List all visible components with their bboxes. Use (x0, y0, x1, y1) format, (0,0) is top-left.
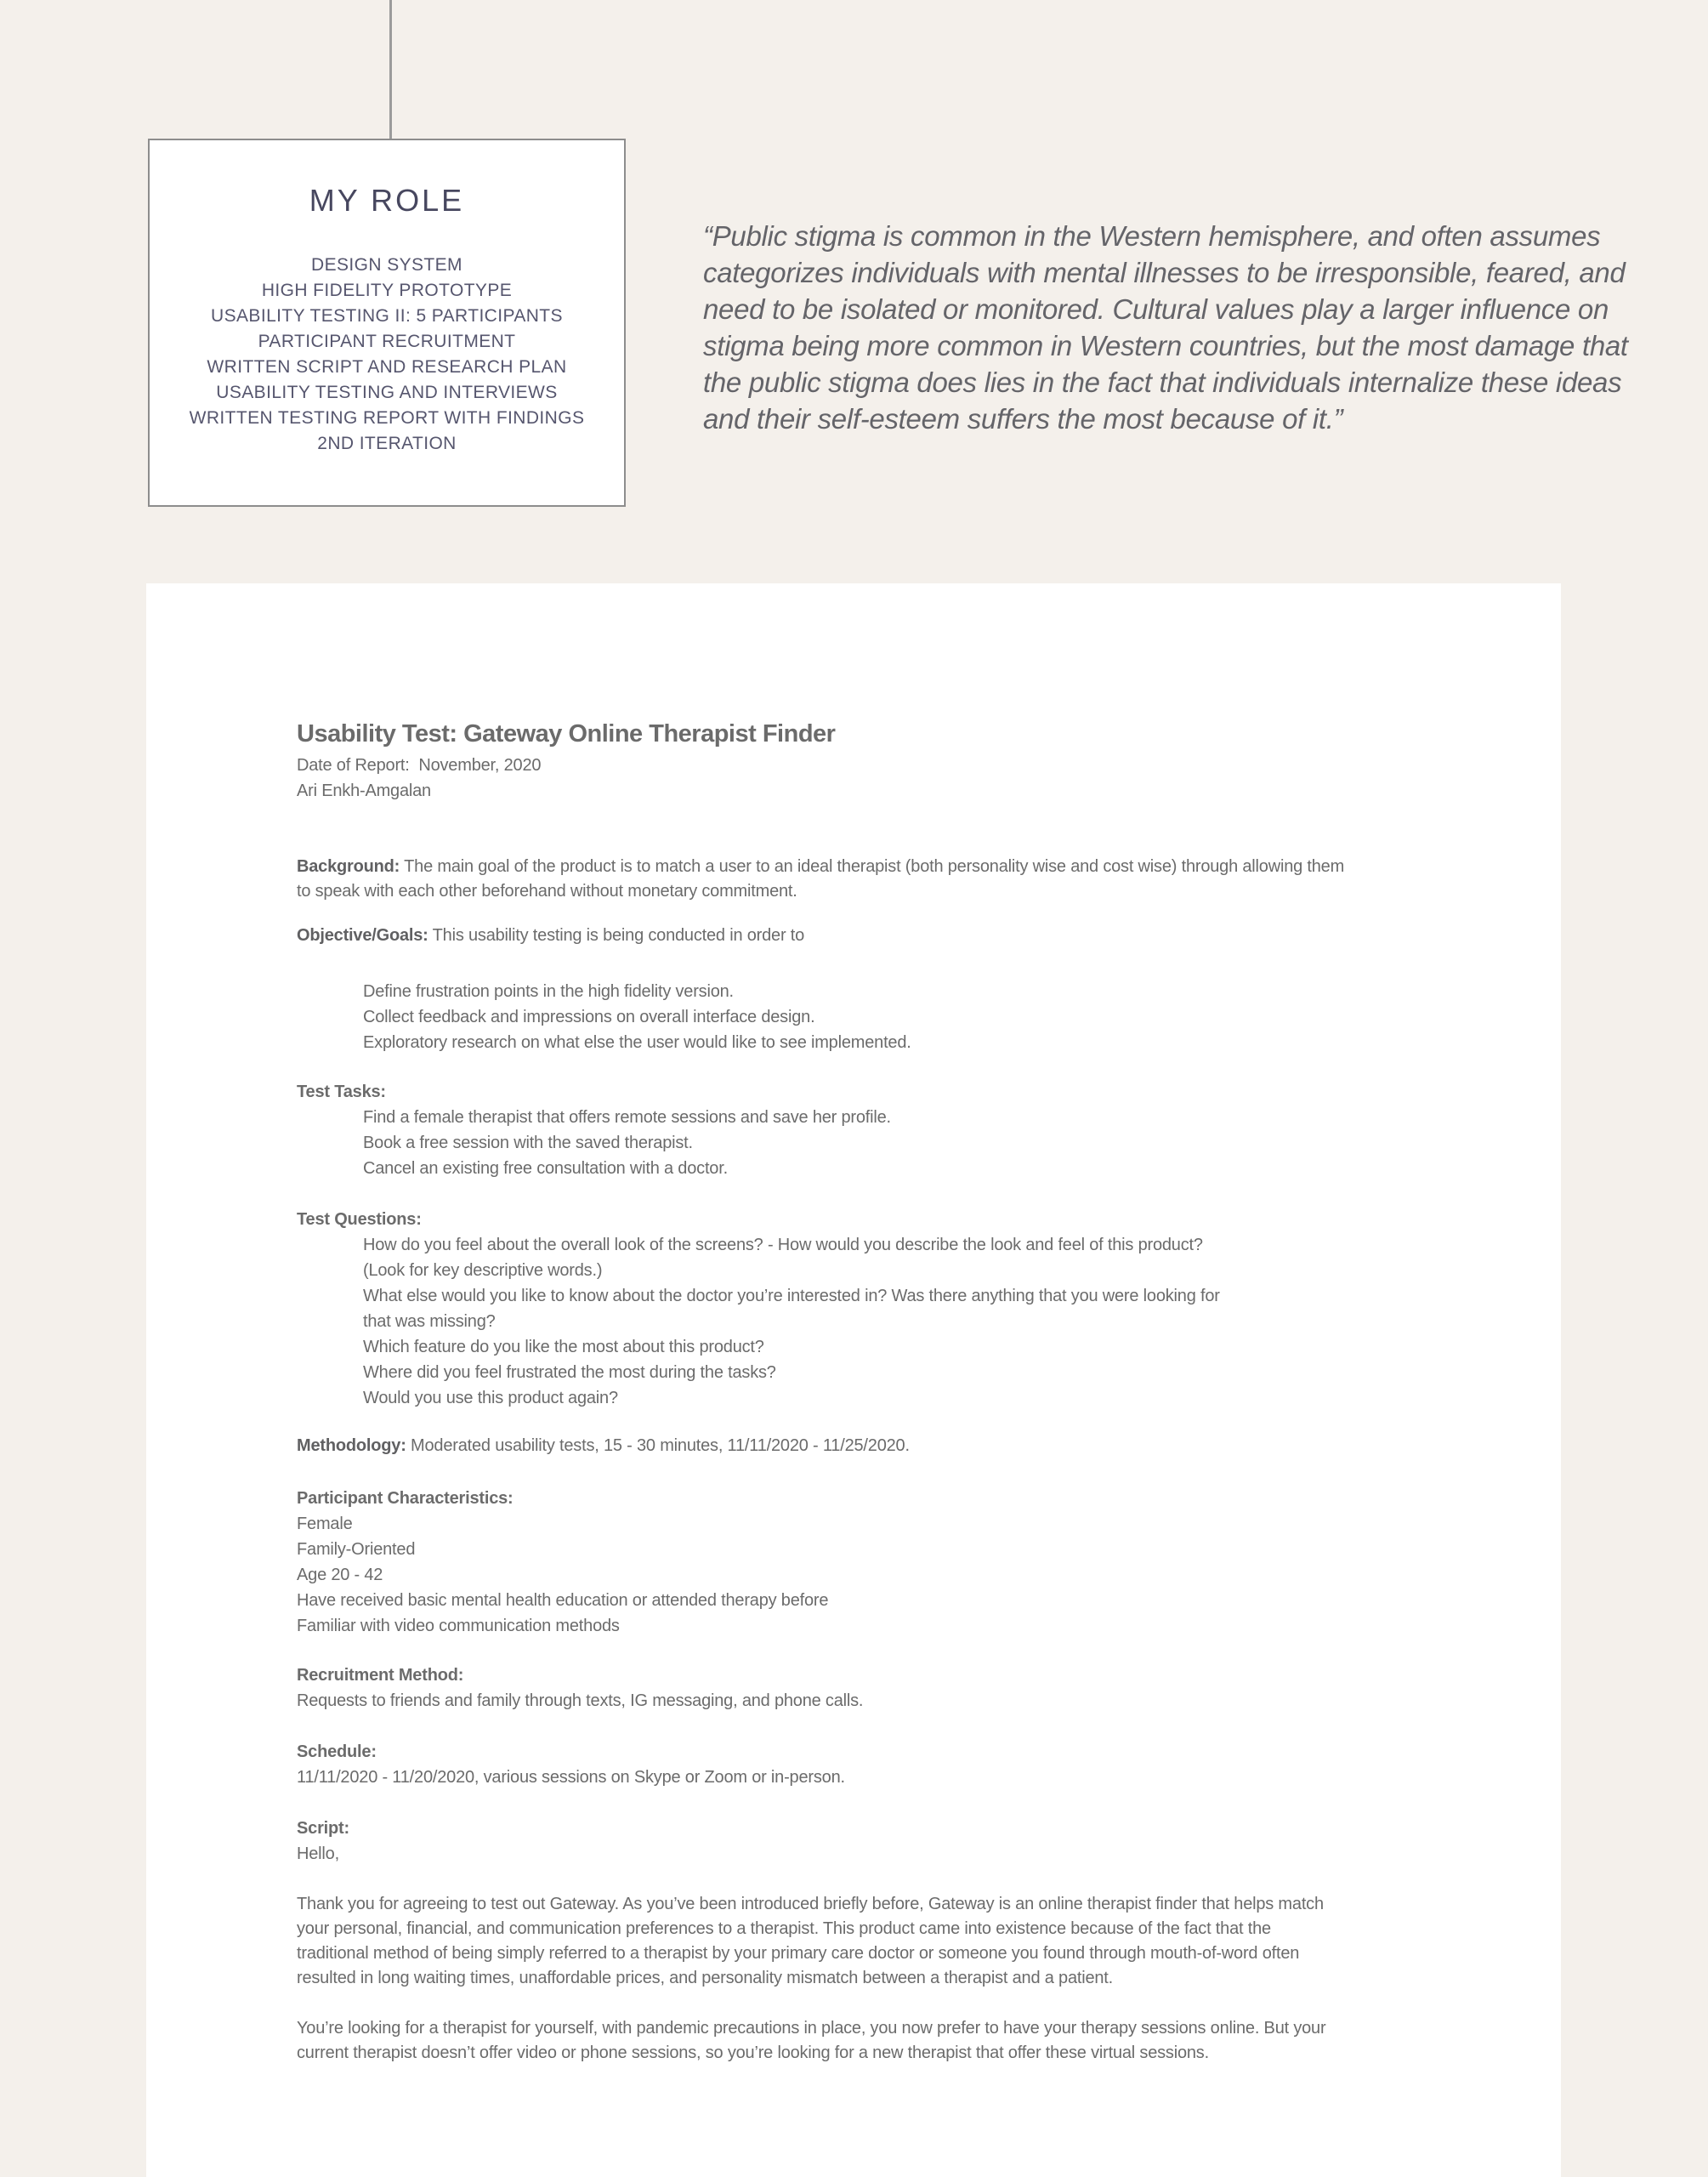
objective-item: Collect feedback and impressions on overall interface design. (363, 1008, 815, 1026)
quote-line: the public stigma does lies in the fact that individuals internalize these ideas (703, 367, 1622, 398)
report-title: Usability Test: Gateway Online Therapist Finder (297, 720, 836, 747)
report-date: Date of Report: November, 2020 (297, 756, 542, 775)
objective-label: Objective/Goals: (297, 926, 428, 945)
methodology-line (297, 1433, 1487, 1458)
quote-line: stigma being more common in Western countries, but the most damage that (703, 330, 1628, 361)
methodology-label: Methodology: (297, 1436, 406, 1455)
methodology-text: Moderated usability tests, 15 - 30 minutes, 11/11/2020 - 11/25/2020. (406, 1436, 910, 1455)
test-question-line: Which feature do you like the most about this product? (363, 1338, 764, 1356)
test-questions-heading: Test Questions: (297, 1210, 422, 1229)
quote-line: and their self-esteem suffers the most because of it.” (703, 403, 1343, 435)
my-role-card (148, 139, 626, 507)
test-task-item: Book a free session with the saved therapist. (363, 1134, 693, 1152)
my-role-list (150, 253, 624, 457)
test-tasks-items (297, 1105, 1487, 1181)
report-document (146, 583, 1561, 2177)
test-question-line: that was missing? (363, 1312, 496, 1331)
test-question-line: Where did you feel frustrated the most during the tasks? (363, 1363, 776, 1382)
test-task-item: Find a female therapist that offers remote sessions and save her profile. (363, 1108, 891, 1127)
background-label: Background: (297, 857, 400, 876)
test-question-line: (Look for key descriptive words.) (363, 1261, 603, 1280)
script-heading: Script: (297, 1819, 349, 1838)
participant-characteristic: Have received basic mental health education or attended therapy before (297, 1591, 829, 1610)
role-item: USABILITY TESTING AND INTERVIEWS (216, 383, 558, 402)
participant-characteristic: Female (297, 1515, 353, 1533)
role-item: PARTICIPANT RECRUITMENT (258, 332, 516, 351)
objective-text: This usability testing is being conducted in order to (428, 926, 805, 945)
role-item: WRITTEN SCRIPT AND RESEARCH PLAN (207, 357, 567, 377)
test-tasks-heading: Test Tasks: (297, 1083, 386, 1101)
quote-line: need to be isolated or monitored. Cultural values play a larger influence on (703, 293, 1609, 325)
top-connector-line (389, 0, 392, 140)
schedule-text: 11/11/2020 - 11/20/2020, various sessions on Skype or Zoom or in-person. (297, 1768, 845, 1787)
background-paragraph-line: to speak with each other beforehand without monetary commitment. (297, 882, 797, 901)
script-paragraph-2 (297, 2016, 1487, 2066)
objective-items (297, 979, 1487, 1055)
participant-characteristic: Age 20 - 42 (297, 1566, 383, 1584)
objective-item: Exploratory research on what else the user would like to see implemented. (363, 1033, 911, 1052)
script-paragraph-line: your personal, financial, and communication preferences to a therapist. This product came into existence because of the fact that the (297, 1919, 1271, 1938)
role-item: WRITTEN TESTING REPORT WITH FINDINGS (189, 408, 585, 428)
test-question-line: Would you use this product again? (363, 1389, 618, 1407)
pull-quote (703, 218, 1628, 437)
script-paragraph-line: traditional method of being simply referred to a therapist by your primary care doctor or someone you found through mouth-of-word often (297, 1944, 1300, 1963)
recruitment-method-heading: Recruitment Method: (297, 1666, 464, 1685)
quote-line: “Public stigma is common in the Western hemisphere, and often assumes (703, 220, 1601, 252)
recruitment-method-text: Requests to friends and family through texts, IG messaging, and phone calls. (297, 1691, 864, 1710)
role-item: 2ND ITERATION (317, 434, 457, 453)
background-paragraph (297, 855, 1487, 879)
report-content (297, 583, 1487, 2066)
participant-characteristics-heading: Participant Characteristics: (297, 1489, 514, 1508)
role-item: HIGH FIDELITY PROTOTYPE (261, 281, 513, 300)
script-paragraph-1 (297, 1892, 1487, 1991)
objective-item: Define frustration points in the high fidelity version. (363, 982, 734, 1001)
participant-characteristic: Family-Oriented (297, 1540, 416, 1559)
test-question-line: How do you feel about the overall look of the screens? - How would you describe the look and feel of this product? (363, 1236, 1203, 1254)
test-questions-items (297, 1232, 1487, 1411)
script-paragraph-line: Thank you for agreeing to test out Gateway. As you’ve been introduced briefly before, Gateway is an online therapist finder that helps match (297, 1895, 1324, 1913)
my-role-title: MY ROLE (309, 183, 465, 218)
quote-line: categorizes individuals with mental illnesses to be irresponsible, feared, and (703, 257, 1626, 288)
script-greeting: Hello, (297, 1844, 339, 1863)
role-item: DESIGN SYSTEM (311, 255, 462, 275)
background-text: The main goal of the product is to match a user to an ideal therapist (both personality wise and cost wise) through allowing them (400, 857, 1345, 876)
script-paragraph-line: current therapist doesn’t offer video or phone sessions, so you’re looking for a new therapist that offer these virtual sessions. (297, 2043, 1209, 2062)
role-item: USABILITY TESTING II: 5 PARTICIPANTS (211, 306, 563, 326)
objective-line (297, 923, 1487, 948)
participant-characteristics-items (297, 1511, 1487, 1639)
participant-characteristic: Familiar with video communication methods (297, 1617, 620, 1635)
schedule-heading: Schedule: (297, 1742, 377, 1761)
script-paragraph-line: resulted in long waiting times, unaffordable prices, and personality mismatch between a therapist and a patient. (297, 1969, 1114, 1987)
test-task-item: Cancel an existing free consultation with a doctor. (363, 1159, 728, 1178)
test-question-line: What else would you like to know about the doctor you’re interested in? Was there anything that you were looking for (363, 1287, 1220, 1305)
script-paragraph-line: You’re looking for a therapist for yourself, with pandemic precautions in place, you now prefer to have your therapy sessions online. But your (297, 2019, 1326, 2038)
report-author: Ari Enkh-Amgalan (297, 782, 431, 800)
